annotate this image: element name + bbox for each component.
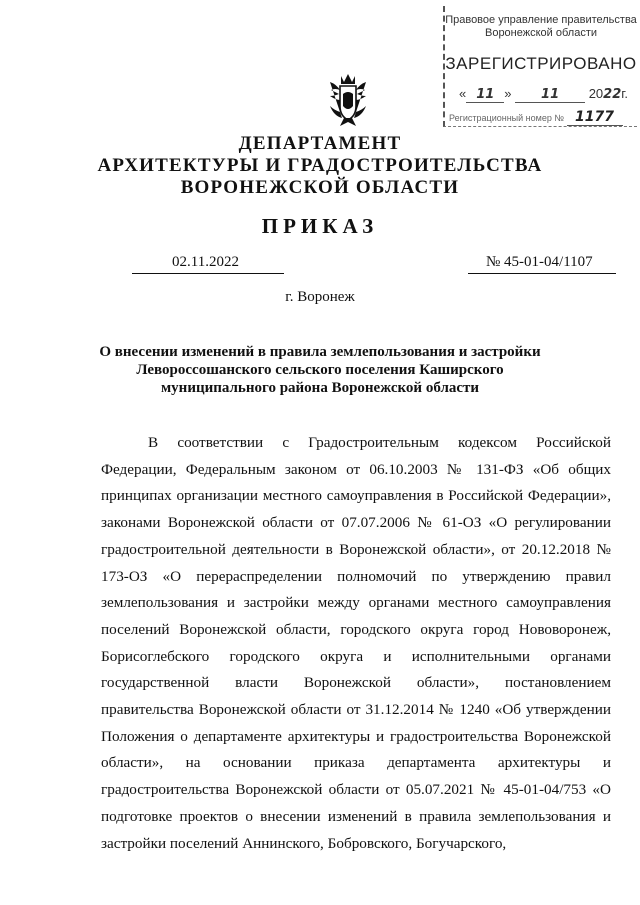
stamp-org-line1: Правовое управление правительства bbox=[445, 14, 637, 26]
stamp-date: « 11 » 11 2022г. bbox=[459, 86, 629, 102]
registration-stamp bbox=[443, 6, 637, 127]
doc-body: В соответствии с Градостроительным кодексом Российской Федерации, Федеральным законом от 06.10.2003 № 131-ФЗ «Об общих принципах организации местного самоуправления в Российской Федерации», законами Воронежской области от 07.07.2006 № 61-ОЗ «О регулировании градостроительной деятельности в Воронежской области», от 20.12.2018 № 173-ОЗ «О перераспределении полномочий по утверждению правил землепользования и застройки между органами местного самоуправления поселений Воронежской области, городского округа город Нововоронеж, Борисоглебского городского округа и исполнительными органами государственной власти Воронежской области», постановлением правительства Воронежской области от 31.12.2014 № 1240 «Об утверждении Положения о департаменте архитектуры и градостроительства Воронежской области», на основании приказа департамента архитектуры и градостроительства Воронежской области от 05.07.2021 № 45-01-04/753 «О подготовке проектов о внесении изменений в правила землепользования и застройки поселений Аннинского, Бобровского, Богучарского, bbox=[101, 434, 611, 852]
dept-line2: АРХИТЕКТУРЫ И ГРАДОСТРОИТЕЛЬСТВА bbox=[97, 155, 543, 176]
doc-subject: О внесении изменений в правила землепользования и застройки Левороссошанского сельского поселения Каширского муниципального района Воронежской области bbox=[99, 344, 541, 396]
doc-type-title: ПРИКАЗ bbox=[261, 214, 379, 238]
doc-city: г. Воронеж bbox=[285, 289, 355, 305]
dept-line1: ДЕПАРТАМЕНТ bbox=[238, 133, 402, 154]
stamp-org-line2: Воронежской области bbox=[484, 27, 597, 39]
stamp-reg-number-value: 1177 bbox=[567, 109, 623, 126]
coat-of-arms-icon bbox=[326, 72, 370, 128]
stamp-reg-number bbox=[449, 109, 623, 126]
stamp-date-month: 11 bbox=[515, 87, 585, 103]
stamp-reg-number-label: Регистрационный номер № bbox=[449, 113, 565, 123]
date-underline bbox=[132, 273, 284, 274]
stamp-registered: ЗАРЕГИСТРИРОВАНО bbox=[445, 54, 637, 73]
stamp-date-year-prefix: 20 bbox=[588, 86, 604, 101]
number-underline bbox=[468, 273, 616, 274]
doc-date: 02.11.2022 bbox=[172, 254, 239, 270]
dept-line3: ВОРОНЕЖСКОЙ ОБЛАСТИ bbox=[180, 177, 460, 198]
stamp-date-year-suffix: 22 bbox=[603, 87, 622, 102]
stamp-date-day: 11 bbox=[466, 87, 504, 103]
doc-number: № 45-01-04/1107 bbox=[486, 254, 593, 270]
